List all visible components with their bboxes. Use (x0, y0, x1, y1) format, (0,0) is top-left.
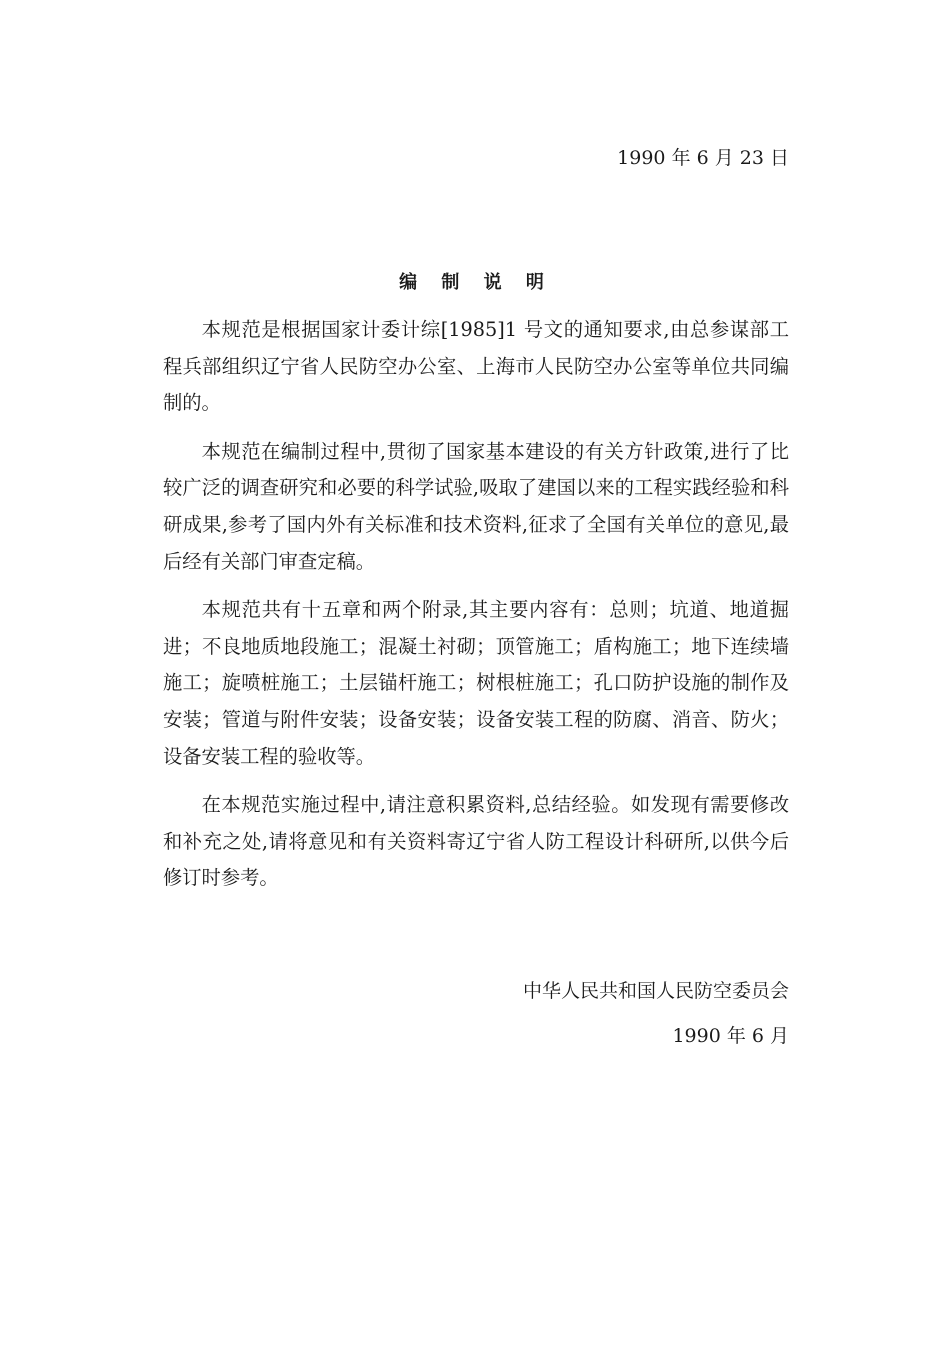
paragraph-4: 在本规范实施过程中,请注意积累资料,总结经验。如发现有需要修改和补充之处,请将意见和有关资料寄辽宁省人防工程设计科研所,以供今后修订时参考。 (163, 793, 789, 890)
signature-block (523, 969, 789, 1059)
paragraph-1: 本规范是根据国家计委计综[1985]1 号文的通知要求,由总参谋部工程兵部组织辽宁省人民防空办公室、上海市人民防空办公室等单位共同编制的。 (163, 318, 789, 415)
section-title: 编 制 说 明 (399, 272, 553, 293)
paragraph-2: 本规范在编制过程中,贯彻了国家基本建设的有关方针政策,进行了比较广泛的调查研究和必要的科学试验,吸取了建国以来的工程实践经验和科研成果,参考了国内外有关标准和技术资料,征求了全国有关单位的意见,最后经有关部门审查定稿。 (163, 439, 789, 573)
document-page (163, 0, 789, 1350)
section-body (163, 312, 789, 909)
signature-date: 1990 年 6 月 (672, 1025, 789, 1047)
issue-date: 1990 年 6 月 23 日 (617, 147, 789, 169)
paragraph-3: 本规范共有十五章和两个附录,其主要内容有：总则；坑道、地道掘进；不良地质地段施工；混凝土衬砌；顶管施工；盾构施工；地下连续墙施工；旋喷桩施工；土层锚杆施工；树根桩施工；孔口防护设施的制作及安装；管道与附件安装；设备安装；设备安装工程的防腐、消音、防火；设备安装工程的验收等。 (163, 598, 789, 768)
signature-organization: 中华人民共和国人民防空委员会 (522, 980, 789, 1002)
